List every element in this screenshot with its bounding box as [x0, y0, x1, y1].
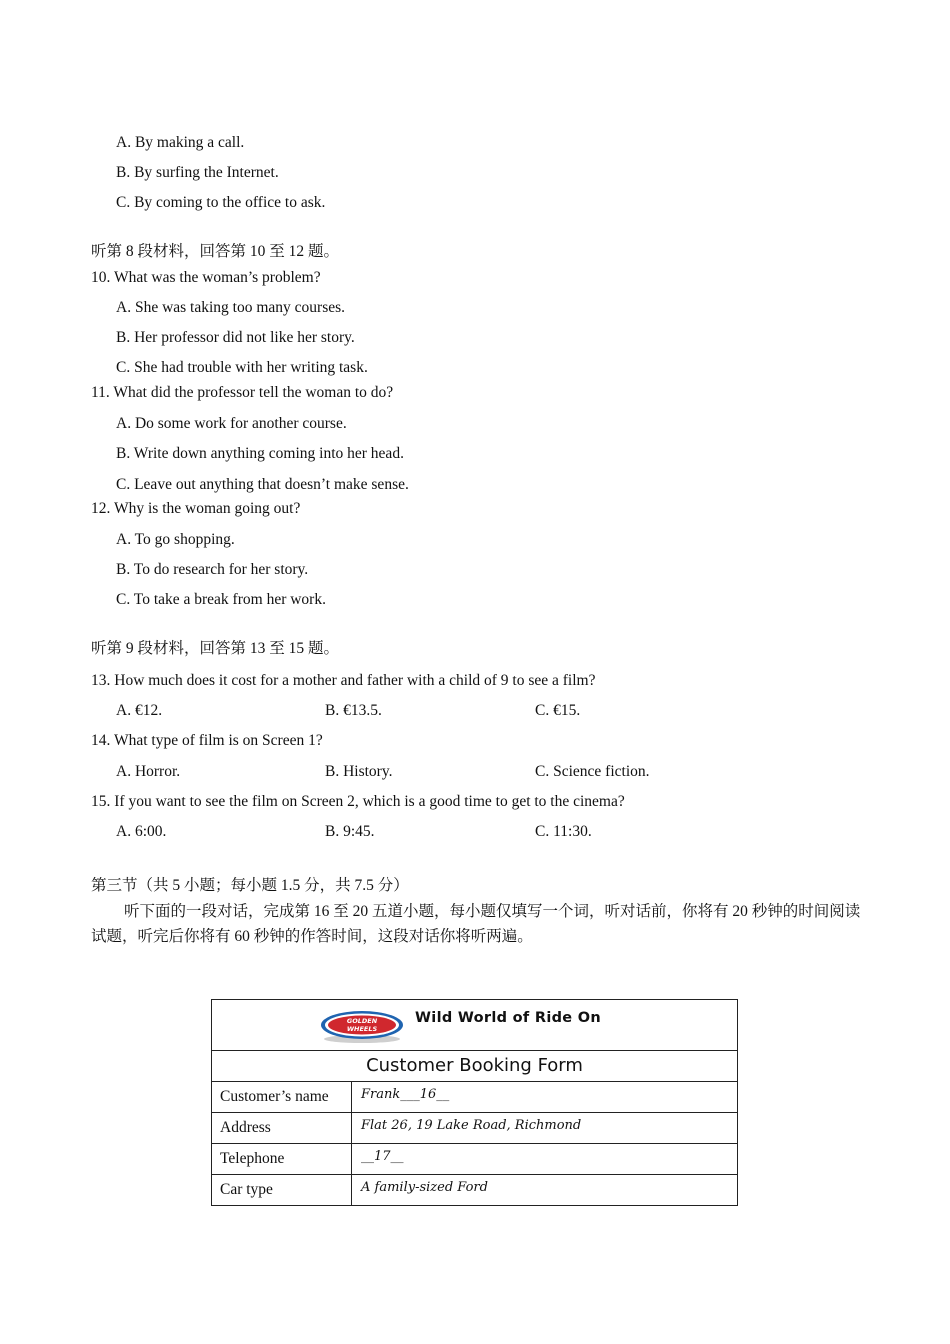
q12-option-c: C. To take a break from her work. — [116, 591, 326, 608]
form-row-telephone — [212, 1144, 737, 1175]
q15-option-b: B. 9:45. — [325, 823, 375, 840]
label-car-type: Car type — [212, 1175, 352, 1205]
booking-form — [211, 999, 738, 1206]
logo-text-wheels: WHEELS — [346, 1025, 378, 1033]
q9-option-b: B. By surfing the Internet. — [116, 164, 279, 181]
q15-stem: 15. If you want to see the film on Screen 2, which is a good time to get to the cinema? — [91, 793, 625, 810]
label-telephone: Telephone — [212, 1144, 352, 1174]
value-customer-name: Frank___16__ — [361, 1087, 450, 1102]
form-row-address — [212, 1113, 737, 1144]
brand-name: Wild World of Ride On — [415, 1010, 602, 1026]
q12-option-b: B. To do research for her story. — [116, 561, 309, 578]
label-address: Address — [212, 1113, 352, 1143]
part3-instructions: 听下面的一段对话，完成第 16 至 20 五道小题，每小题仅填写一个词，听对话前，你将有 20 秒钟的时间阅读试题，听完后你将有 60 秒钟的作答时间，这段对话你将听两遍。 — [91, 903, 861, 945]
label-customer-name: Customer’s name — [212, 1082, 352, 1112]
q10-option-b: B. Her professor did not like her story. — [116, 329, 355, 346]
q9-option-c: C. By coming to the office to ask. — [116, 194, 326, 211]
q12-stem: 12. Why is the woman going out? — [91, 500, 301, 517]
q10-option-c: C. She had trouble with her writing task. — [116, 359, 368, 376]
q11-option-a: A. Do some work for another course. — [116, 415, 347, 432]
value-address: Flat 26, 19 Lake Road, Richmond — [361, 1118, 582, 1133]
part3-heading: 第三节（共 5 小题；每小题 1.5 分，共 7.5 分） — [91, 877, 409, 894]
q15-option-a: A. 6:00. — [116, 823, 167, 840]
q15-option-c: C. 11:30. — [535, 823, 592, 840]
q14-option-b: B. History. — [325, 763, 393, 780]
q10-option-a: A. She was taking too many courses. — [116, 299, 346, 316]
q12-option-a: A. To go shopping. — [116, 531, 235, 548]
q14-stem: 14. What type of film is on Screen 1? — [91, 732, 323, 749]
logo-text-golden: GOLDEN — [346, 1017, 378, 1025]
form-header — [212, 1000, 737, 1051]
section8-intro: 听第 8 段材料，回答第 10 至 12 题。 — [91, 243, 340, 260]
q14-option-a: A. Horror. — [116, 763, 181, 780]
section9-intro: 听第 9 段材料，回答第 13 至 15 题。 — [91, 640, 340, 657]
q11-option-b: B. Write down anything coming into her head. — [116, 445, 404, 462]
q13-option-c: C. €15. — [535, 702, 581, 719]
q13-stem: 13. How much does it cost for a mother and father with a child of 9 to see a film? — [91, 672, 596, 689]
golden-wheels-logo — [320, 1008, 406, 1044]
value-car-type: A family-sized Ford — [361, 1180, 488, 1195]
q13-option-b: B. €13.5. — [325, 702, 382, 719]
value-telephone: __17__ — [361, 1149, 404, 1164]
form-title: Customer Booking Form — [212, 1051, 737, 1082]
q13-option-a: A. €12. — [116, 702, 163, 719]
q9-option-a: A. By making a call. — [116, 134, 245, 151]
q14-option-c: C. Science fiction. — [535, 763, 650, 780]
q11-stem: 11. What did the professor tell the woman to do? — [91, 384, 394, 401]
form-row-car-type — [212, 1175, 737, 1205]
q10-stem: 10. What was the woman’s problem? — [91, 269, 321, 286]
form-row-name — [212, 1082, 737, 1113]
q11-option-c: C. Leave out anything that doesn’t make sense. — [116, 476, 409, 493]
